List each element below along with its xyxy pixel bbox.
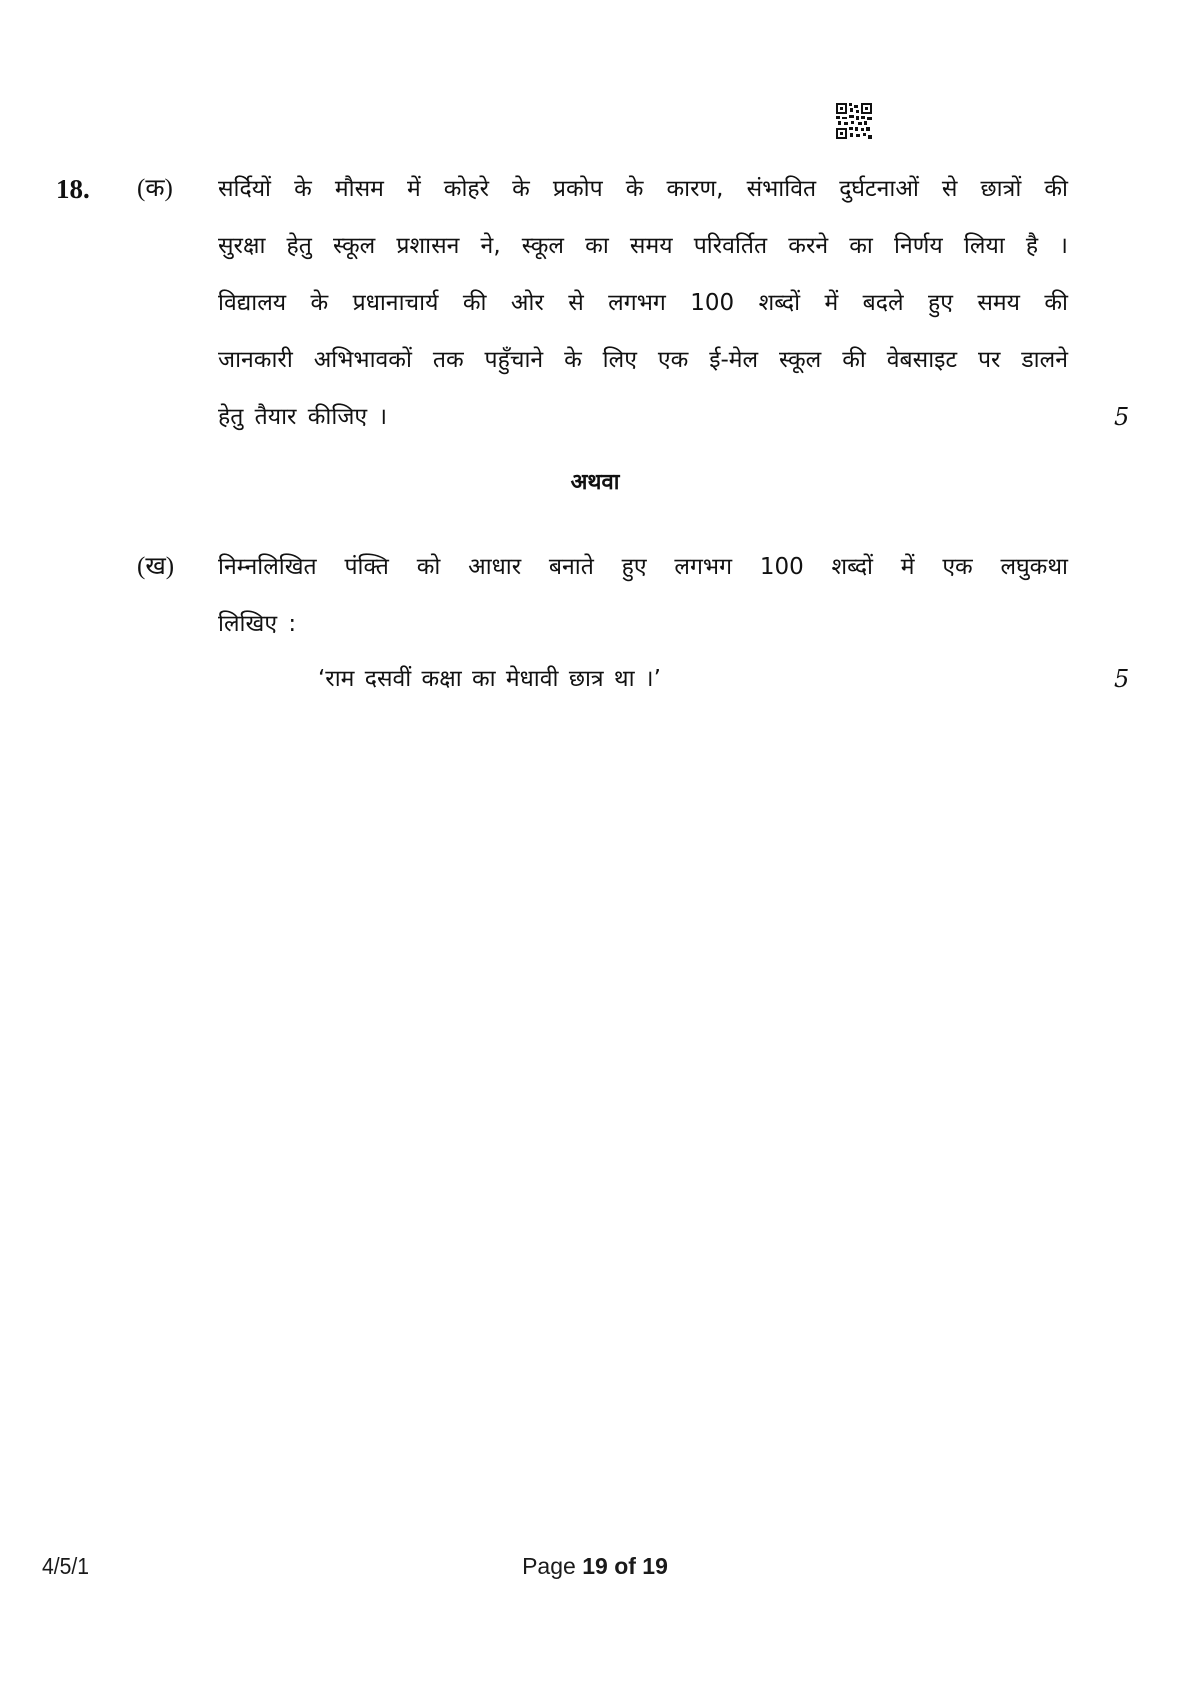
part-a-line: हेतु तैयार कीजिए ।: [218, 404, 388, 430]
page-current: 19: [582, 1553, 608, 1579]
part-b-quote: ‘राम दसवीं कक्षा का मेधावी छात्र था ।’: [318, 666, 661, 692]
part-a-line: सर्दियों के मौसम में कोहरे के प्रकोप के कारण, संभावित दुर्घटनाओं से छात्रों की: [218, 176, 1068, 202]
or-heading: अथवा: [570, 470, 620, 495]
part-a-line: सुरक्षा हेतु स्कूल प्रशासन ने, स्कूल का समय परिवर्तित करने का निर्णय लिया है ।: [218, 233, 1068, 259]
page-prefix: Page: [522, 1553, 576, 1579]
part-a-marks: 5: [1114, 403, 1130, 431]
page-indicator: [0, 1552, 1190, 1580]
part-b-label: (ख): [137, 553, 175, 580]
part-b-text: [218, 539, 1068, 653]
part-b-line: निम्नलिखित पंक्ति को आधार बनाते हुए लगभग 100 शब्दों में एक लघुकथा: [218, 554, 1068, 580]
page-total: 19: [642, 1553, 668, 1579]
qr-code-icon: [836, 103, 872, 139]
part-a-line: जानकारी अभिभावकों तक पहुँचाने के लिए एक ई-मेल स्कूल की वेबसाइट पर डालने: [218, 347, 1068, 373]
page-of: of: [614, 1553, 636, 1579]
part-b-line: लिखिए :: [218, 611, 297, 637]
part-a-label: (क): [137, 175, 173, 202]
part-a-text: [218, 161, 1068, 446]
part-b-marks: 5: [1114, 665, 1130, 693]
question-number: 18.: [56, 174, 90, 204]
part-a-line: विद्यालय के प्रधानाचार्य की ओर से लगभग 100 शब्दों में बदले हुए समय की: [218, 290, 1068, 316]
paper-code: 4/5/1: [42, 1553, 90, 1579]
